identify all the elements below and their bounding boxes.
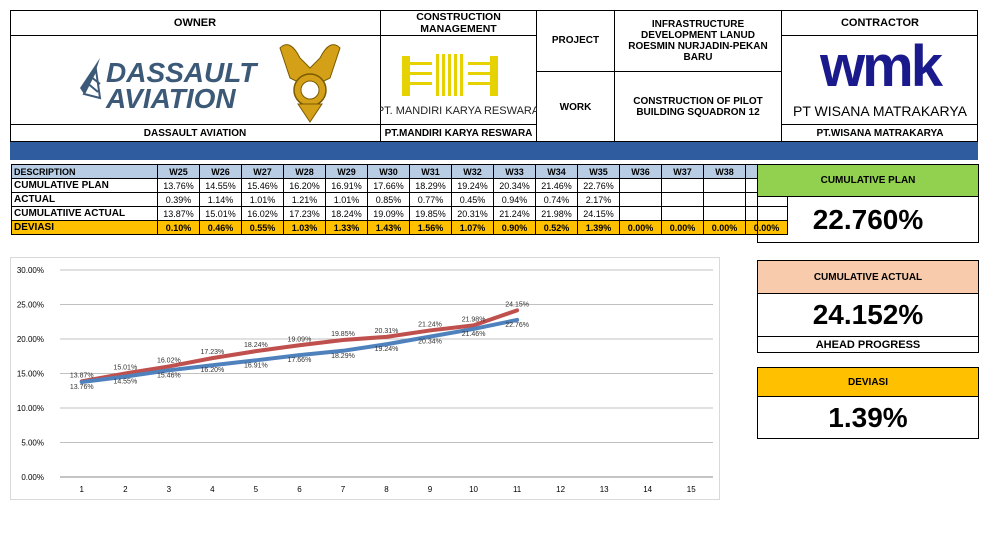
x-tick-label: 10: [469, 485, 479, 494]
table-cell: 0.90%: [494, 221, 536, 235]
x-tick-label: 12: [556, 485, 566, 494]
week-header: W27: [242, 165, 284, 179]
table-cell: 1.01%: [242, 193, 284, 207]
data-label: 16.02%: [156, 357, 181, 365]
contractor-logo-text: PT WISANA MATRAKARYA: [792, 103, 967, 119]
table-cell: 19.24%: [452, 179, 494, 193]
week-header: W30: [368, 165, 410, 179]
data-label: 17.23%: [200, 349, 225, 357]
table-cell: 0.85%: [368, 193, 410, 207]
table-cell: [704, 179, 746, 193]
header-band: [10, 142, 978, 160]
deviasi-row: [12, 221, 788, 235]
table-cell: [620, 193, 662, 207]
week-header: W35: [578, 165, 620, 179]
table-cell: 20.34%: [494, 179, 536, 193]
data-label: 15.01%: [113, 364, 138, 372]
table-cell: 20.31%: [452, 207, 494, 221]
week-header: W25: [158, 165, 200, 179]
x-tick-label: 2: [123, 485, 128, 494]
deviasi-value: 1.39%: [757, 397, 979, 439]
data-label: 18.29%: [331, 352, 355, 360]
week-header: W29: [326, 165, 368, 179]
table-cell: [662, 179, 704, 193]
table-cell: 16.91%: [326, 179, 368, 193]
table-row: [12, 193, 788, 207]
data-label: 20.34%: [418, 338, 442, 346]
data-label: 16.20%: [200, 367, 225, 375]
table-cell: 1.07%: [452, 221, 494, 235]
table-cell: 17.66%: [368, 179, 410, 193]
table-cell: 1.01%: [326, 193, 368, 207]
owner-name: DASSAULT AVIATION: [10, 124, 380, 142]
data-label: 15.46%: [156, 372, 181, 380]
table-cell: 18.24%: [326, 207, 368, 221]
row-label: CUMULATIIVE ACTUAL: [12, 207, 158, 221]
cm-name: PT.MANDIRI KARYA RESWARA: [380, 124, 537, 142]
x-tick-label: 9: [427, 485, 433, 494]
table-cell: 2.17%: [578, 193, 620, 207]
week-header: W37: [662, 165, 704, 179]
data-label: 13.87%: [69, 372, 94, 380]
table-cell: 19.09%: [368, 207, 410, 221]
work-value: CONSTRUCTION OF PILOT BUILDING SQUADRON 12: [615, 72, 782, 142]
table-cell: 0.00%: [704, 221, 746, 235]
table-cell: 15.01%: [200, 207, 242, 221]
data-label: 19.24%: [374, 346, 399, 354]
mandiri-logo-icon: [380, 36, 537, 124]
y-tick-label: 0.00%: [21, 473, 44, 482]
actual-label: CUMULATIVE ACTUAL: [757, 260, 979, 294]
x-tick-label: 14: [643, 485, 653, 494]
table-cell: 1.33%: [326, 221, 368, 235]
owner-title: OWNER: [10, 10, 380, 36]
data-label: 13.76%: [69, 384, 94, 392]
table-row: [12, 207, 788, 221]
desc-header: DESCRIPTION: [12, 165, 158, 179]
data-label: 21.98%: [461, 316, 486, 324]
table-cell: [704, 207, 746, 221]
week-header: W34: [536, 165, 578, 179]
owner-logo-line2: AVIATION: [106, 83, 236, 114]
cm-title: CONSTRUCTION MANAGEMENT: [380, 10, 537, 36]
table-row: [12, 179, 788, 193]
week-header: W28: [284, 165, 326, 179]
data-label: 17.66%: [287, 357, 312, 365]
table-cell: 17.23%: [284, 207, 326, 221]
x-tick-label: 6: [297, 485, 302, 494]
table-cell: 0.00%: [662, 221, 704, 235]
table-cell: [662, 207, 704, 221]
table-cell: 21.24%: [494, 207, 536, 221]
x-tick-label: 3: [166, 485, 172, 494]
table-cell: 18.29%: [410, 179, 452, 193]
x-tick-label: 8: [384, 485, 389, 494]
y-tick-label: 20.00%: [16, 335, 44, 344]
table-cell: 13.76%: [158, 179, 200, 193]
deviasi-label: DEVIASI: [757, 367, 979, 397]
table-cell: 21.46%: [536, 179, 578, 193]
table-cell: 0.94%: [494, 193, 536, 207]
table-cell: 16.20%: [284, 179, 326, 193]
x-tick-label: 13: [599, 485, 609, 494]
table-header-row: [12, 165, 788, 179]
work-label: WORK: [537, 72, 615, 142]
contractor-title: CONTRACTOR: [782, 10, 978, 36]
data-label: 16.91%: [244, 362, 268, 370]
x-tick-label: 11: [512, 485, 522, 494]
project-label: PROJECT: [537, 10, 615, 72]
table-cell: 1.39%: [578, 221, 620, 235]
cm-logo-text: PT. MANDIRI KARYA RESWARA: [380, 105, 537, 117]
y-tick-label: 15.00%: [16, 369, 44, 379]
data-label: 20.31%: [374, 327, 399, 335]
table-cell: 21.98%: [536, 207, 578, 221]
plan-label: CUMULATIVE PLAN: [757, 164, 979, 197]
data-label: 22.76%: [505, 321, 529, 329]
table-cell: 0.46%: [200, 221, 242, 235]
wmk-logo-icon: wmk: [820, 34, 940, 99]
week-header: W32: [452, 165, 494, 179]
y-tick-label: 10.00%: [16, 404, 44, 413]
series-line-1: [82, 310, 517, 381]
data-label: 21.46%: [461, 330, 486, 338]
progress-chart: [10, 257, 720, 500]
week-header: W38: [704, 165, 746, 179]
row-label: DEVIASI: [12, 221, 158, 235]
x-tick-label: 1: [79, 485, 84, 494]
table-cell: [704, 193, 746, 207]
table-cell: 1.03%: [284, 221, 326, 235]
week-header: W33: [494, 165, 536, 179]
table-cell: 0.39%: [158, 193, 200, 207]
y-tick-label: 30.00%: [16, 266, 44, 275]
table-cell: 22.76%: [578, 179, 620, 193]
table-cell: 15.46%: [242, 179, 284, 193]
table-cell: [620, 179, 662, 193]
table-cell: 1.21%: [284, 193, 326, 207]
x-tick-label: 15: [686, 485, 696, 494]
table-cell: [662, 193, 704, 207]
contractor-logo: [782, 36, 978, 124]
table-cell: 0.00%: [746, 221, 788, 235]
contractor-name: PT.WISANA MATRAKARYA: [782, 124, 978, 142]
cm-logo: [380, 36, 537, 124]
dassault-logo-icon: [10, 36, 380, 124]
data-label: 18.24%: [244, 342, 268, 350]
table-cell: 1.56%: [410, 221, 452, 235]
table-cell: 0.00%: [620, 221, 662, 235]
table-cell: 14.55%: [200, 179, 242, 193]
data-label: 21.24%: [418, 321, 442, 329]
table-cell: 0.52%: [536, 221, 578, 235]
table-cell: 1.43%: [368, 221, 410, 235]
table-cell: 13.87%: [158, 207, 200, 221]
data-label: 19.09%: [287, 336, 312, 344]
table-cell: 0.74%: [536, 193, 578, 207]
project-value: INFRASTRUCTURE DEVELOPMENT LANUD ROESMIN NURJADIN-PEKAN BARU: [615, 10, 782, 72]
week-header: W36: [620, 165, 662, 179]
table-cell: 24.15%: [578, 207, 620, 221]
y-tick-label: 5.00%: [21, 438, 44, 448]
table-cell: 0.45%: [452, 193, 494, 207]
x-tick-label: 5: [253, 485, 259, 494]
table-body: [12, 179, 788, 235]
data-label: 19.85%: [331, 331, 355, 339]
table-cell: 19.85%: [410, 207, 452, 221]
table-cell: 1.14%: [200, 193, 242, 207]
table-cell: 0.10%: [158, 221, 200, 235]
plan-value: 22.760%: [757, 197, 979, 243]
owner-logo-line1: DASSAULT: [106, 57, 257, 88]
week-header: W26: [200, 165, 242, 179]
owner-logo: [10, 36, 380, 124]
progress-table: [11, 164, 788, 235]
table-cell: [620, 207, 662, 221]
data-label: 24.15%: [505, 301, 529, 309]
actual-value: 24.152%: [757, 294, 979, 337]
week-header: W31: [410, 165, 452, 179]
air-force-emblem-icon: [280, 45, 340, 122]
table-cell: 0.77%: [410, 193, 452, 207]
y-tick-label: 25.00%: [16, 300, 44, 310]
x-tick-label: 7: [340, 485, 346, 494]
x-tick-label: 4: [210, 485, 215, 494]
ahead-label: AHEAD PROGRESS: [757, 337, 979, 353]
data-label: 14.55%: [113, 378, 138, 386]
row-label: CUMULATIVE PLAN: [12, 179, 158, 193]
table-cell: 0.55%: [242, 221, 284, 235]
table-cell: 16.02%: [242, 207, 284, 221]
row-label: ACTUAL: [12, 193, 158, 207]
